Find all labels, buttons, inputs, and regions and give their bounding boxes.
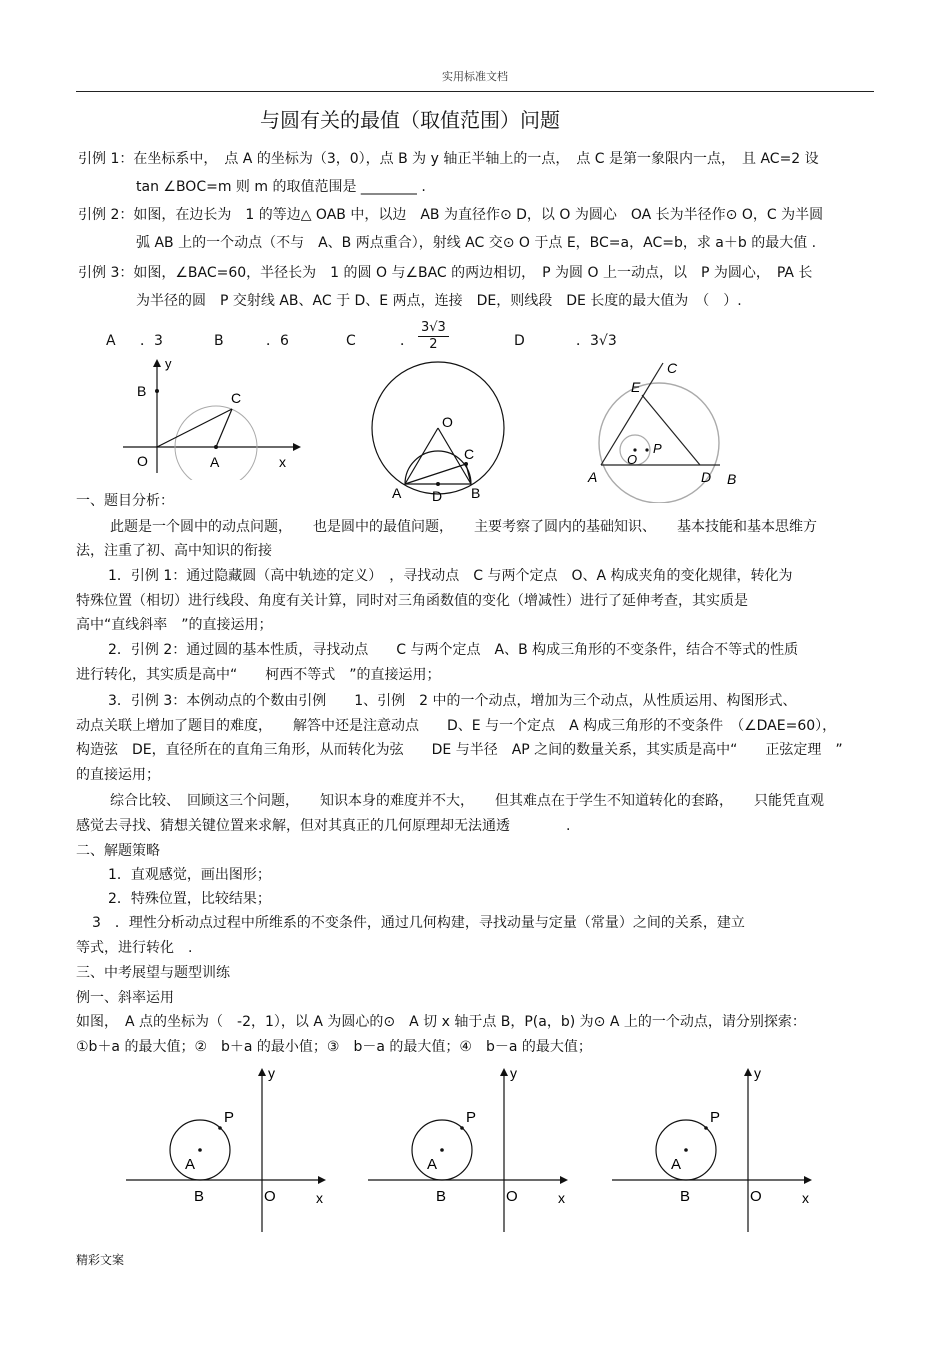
point-a [214, 445, 218, 449]
fraction-numerator: 3√3 [418, 320, 449, 337]
section1-p5b: 感觉去寻找、猜想关键位置来求解，但对其真正的几何原理却无法通透 . [76, 818, 571, 834]
figure-3-diagram [585, 358, 750, 503]
label-o: O [506, 1188, 518, 1205]
label-o: O [264, 1188, 276, 1205]
section1-heading: 一、题目分析： [76, 493, 174, 509]
segment-oa [405, 428, 438, 484]
label-a: A [392, 485, 402, 501]
label-y: y [510, 1065, 517, 1081]
label-x: x [279, 454, 286, 470]
option-b-value: ．6 [266, 333, 289, 349]
label-o: O [137, 453, 148, 469]
y-axis-arrow-icon [258, 1068, 266, 1076]
section1-p1b: 法，注重了初、高中知识的衔接 [76, 543, 272, 559]
section1-p5a: 综合比较、 回顾这三个问题， 知识本身的难度并不大， 但其难点在于学生不知道转化的套路， 只能凭直观 [110, 793, 824, 809]
section1-p3a: 2．引例 2：通过圆的基本性质，寻找动点 C 与两个定点 A、B 构成三角形的不变条件，结合不等式的性质 [108, 642, 799, 658]
label-a: A [210, 454, 220, 470]
section1-p4a: 3．引例 3：本例动点的个数由引例 1、引例 2 中的一个动点，增加为三个动点，从性质运用、构图形式、 [108, 693, 797, 709]
label-b: B [436, 1188, 447, 1205]
ex2-line1: 引例 2：如图，在边长为 1 的等边△ OAB 中，以边 AB 为直径作⊙ D，以 O 为圆心 OA 长为半径作⊙ O，C 为半圆 [78, 207, 824, 223]
segment-de [642, 395, 700, 465]
label-b: B [727, 471, 737, 487]
option-c-label: C [346, 333, 356, 349]
label-a: A [427, 1156, 438, 1173]
page-header: 实用标准文档 [442, 70, 508, 83]
option-d-label: D [514, 333, 525, 349]
label-d: D [701, 469, 712, 485]
segment-bc [466, 464, 471, 484]
section3-subheading: 例一、斜率运用 [76, 990, 174, 1006]
option-a-label: A [106, 333, 116, 349]
point-c [464, 462, 468, 466]
circle-figure-2 [364, 1060, 574, 1235]
section3-line1: 如图， A 点的坐标为（ -2，1），以 A 为圆心的⊙ A 切 x 轴于点 B，P(a，b) 为⊙ A 上的一个动点，请分别探索： [76, 1014, 806, 1030]
section1-p2a: 1．引例 1：通过隐藏圆（高中轨迹的定义） ，寻找动点 C 与两个定点 O、A 构成夹角的变化规律，转化为 [108, 568, 793, 584]
label-p: P [653, 441, 662, 456]
ex1-line1: 引例 1：在坐标系中， 点 A 的坐标为（3，0），点 B 为 y 轴正半轴上的一点， 点 C 是第一象限内一点， 且 AC=2 设 [78, 151, 819, 167]
x-axis-arrow-icon [804, 1176, 812, 1184]
label-x: x [316, 1190, 323, 1206]
y-axis-arrow-icon [153, 359, 161, 367]
label-b: B [471, 485, 481, 501]
section1-p4d: 的直接运用； [76, 767, 160, 783]
section3-line2: ①b＋a 的最大值；② b＋a 的最小值；③ b－a 的最大值；④ b－a 的最大值； [76, 1039, 592, 1055]
fraction-denominator: 2 [429, 337, 438, 352]
section1-p2c: 高中“直线斜率 ”的直接运用； [76, 617, 273, 633]
label-b: B [137, 383, 147, 399]
label-e: E [631, 379, 641, 395]
label-p: P [224, 1109, 235, 1126]
label-o: O [627, 452, 638, 467]
section1-p4b: 动点关联上增加了题目的难度， 解答中还是注意动点 D、E 与一个定点 A 构成三角形的不变条件 （∠DAE=60）， [76, 718, 837, 734]
label-c: C [667, 360, 678, 376]
label-y: y [754, 1065, 761, 1081]
section1-p4c: 构造弦 DE，直径所在的直角三角形，从而转化为弦 DE 与半径 AP 之间的数量关系，其实质是高中“ 正弦定理 ” [76, 742, 843, 758]
point-a [440, 1148, 444, 1152]
ex3-line1: 引例 3：如图，∠BAC=60，半径长为 1 的圆 O 与∠BAC 的两边相切， P 为圆 O 上一动点，以 P 为圆心， PA 长 [78, 265, 813, 281]
segment-oc [157, 409, 232, 447]
option-c-fraction [418, 320, 449, 353]
label-c: C [231, 390, 242, 406]
point-a [198, 1148, 202, 1152]
label-d: D [432, 488, 443, 504]
label-x: x [802, 1190, 809, 1206]
label-y: y [165, 356, 172, 371]
point-b [155, 389, 159, 393]
y-axis-arrow-icon [500, 1068, 508, 1076]
label-a: A [671, 1156, 682, 1173]
label-x: x [558, 1190, 565, 1206]
segment-ac [216, 409, 232, 447]
label-o: O [750, 1188, 762, 1205]
label-p: P [710, 1109, 721, 1126]
option-b-label: B [214, 333, 224, 349]
point-p [645, 448, 648, 451]
section1-p1a: 此题是一个圆中的动点问题， 也是圆中的最值问题， 主要考察了圆内的基础知识、 基本技能和基本思维方 [110, 519, 817, 535]
point-d [436, 482, 440, 486]
page-title: 与圆有关的最值（取值范围）问题 [260, 108, 560, 132]
label-a: A [588, 469, 598, 485]
label-y: y [268, 1065, 275, 1081]
section2-step3a: 3 ．理性分析动点过程中所维系的不变条件，通过几何构建，寻找动量与定量（常量）之间的关系，建立 [92, 915, 745, 931]
label-c: C [464, 446, 475, 462]
point-p [704, 1126, 708, 1130]
header-divider [76, 91, 874, 92]
x-axis-arrow-icon [560, 1176, 568, 1184]
label-a: A [185, 1156, 196, 1173]
section2-step1: 1．直观感觉，画出图形； [108, 867, 271, 883]
point-p [218, 1126, 222, 1130]
figure-1-diagram [115, 355, 305, 480]
section2-heading: 二、解题策略 [76, 843, 160, 859]
label-b: B [680, 1188, 691, 1205]
ex2-line2: 弧 AB 上的一个动点（不与 A、B 两点重合），射线 AC 交⊙ O 于点 E，BC=a，AC=b，求 a＋b 的最大值 . [136, 235, 817, 251]
option-a-value: ．3 [140, 333, 163, 349]
option-c-dot: ． [400, 333, 414, 349]
segment-ac [405, 464, 466, 484]
ex1-line2: tan ∠BOC=m 则 m 的取值范围是 ________ . [136, 179, 426, 195]
section2-step3b: 等式，进行转化 . [76, 940, 193, 956]
y-axis-arrow-icon [744, 1068, 752, 1076]
point-a [684, 1148, 688, 1152]
label-b: B [194, 1188, 205, 1205]
section2-step2: 2．特殊位置，比较结果； [108, 891, 271, 907]
ex3-line2: 为半径的圆 P 交射线 AB、AC 于 D、E 两点，连接 DE，则线段 DE 长度的最大值为 （ ）. [136, 293, 742, 309]
x-axis-arrow-icon [293, 443, 301, 451]
section1-p2b: 特殊位置（相切）进行线段、角度有关计算，同时对三角函数值的变化（增减性）进行了延伸考查，其实质是 [76, 593, 748, 609]
x-axis-arrow-icon [318, 1176, 326, 1184]
label-p: P [466, 1109, 477, 1126]
section1-p3b: 进行转化，其实质是高中“ 柯西不等式 ”的直接运用； [76, 667, 441, 683]
point-p [460, 1126, 464, 1130]
option-d-value: ．3√3 [576, 333, 617, 349]
section3-heading: 三、中考展望与题型训练 [76, 965, 230, 981]
circle-figure-3 [608, 1060, 818, 1235]
label-o: O [442, 414, 453, 430]
figure-2-diagram [368, 360, 518, 505]
circle-figure-1 [122, 1060, 332, 1235]
page-footer: 精彩文案 [76, 1253, 125, 1267]
